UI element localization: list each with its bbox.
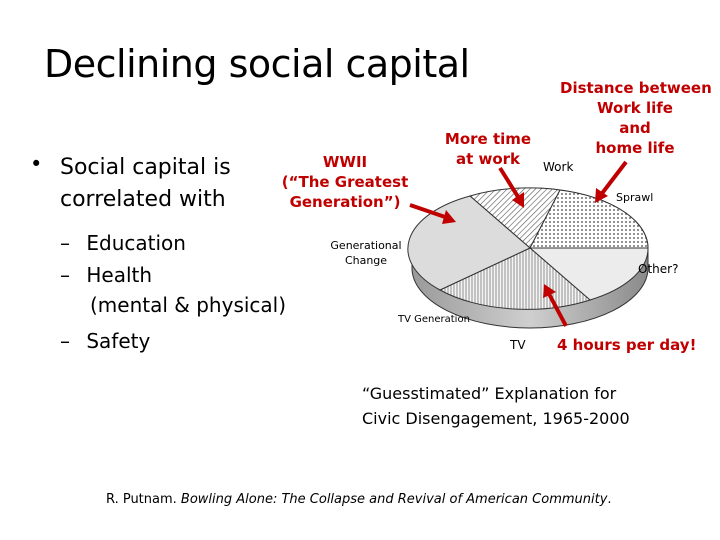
bullet-line-2: correlated with — [60, 187, 226, 212]
label-wwii-line3: Generation”) — [289, 193, 401, 211]
subitem-health-detail: (mental & physical) — [90, 293, 287, 317]
subitem-label: Education — [86, 231, 186, 255]
citation-book: Bowling Alone: The Collapse and Revival of American Community — [180, 492, 608, 507]
label-wwii — [270, 152, 420, 212]
dash: – — [60, 231, 70, 255]
citation-prefix: R. Putnam. — [106, 492, 181, 507]
label-distance-line3: and — [619, 119, 651, 137]
label-work: Work — [543, 160, 574, 174]
label-generational-line2: Change — [344, 254, 388, 267]
label-generational-line1: Generational — [330, 239, 402, 252]
label-distance-line2: Work life — [597, 99, 673, 117]
label-distance — [560, 78, 710, 158]
caption-line2: Civic Disengagement, 1965-2000 — [362, 409, 630, 428]
caption-line1: “Guesstimated” Explanation for — [362, 384, 617, 403]
citation — [106, 492, 612, 507]
label-more-time-line2: at work — [455, 150, 521, 168]
label-wwii-line1: WWII — [322, 153, 368, 171]
bullet-dot: • — [30, 152, 43, 176]
dash: – — [60, 263, 70, 287]
label-tv-generation: TV Generation — [398, 314, 470, 325]
label-distance-line4: home life — [595, 139, 675, 157]
label-more-time — [428, 129, 548, 169]
label-wwii-line2: (“The Greatest — [281, 173, 409, 191]
label-more-time-line1: More time — [444, 130, 532, 148]
bullet-line-1: Social capital is — [60, 155, 231, 180]
chart-caption — [362, 381, 630, 431]
dash: – — [60, 329, 70, 353]
label-sprawl: Sprawl — [616, 191, 654, 204]
label-other: Other? — [638, 262, 679, 276]
label-generational — [318, 238, 414, 268]
label-tv: TV — [510, 338, 526, 352]
slide-title: Declining social capital — [44, 42, 470, 86]
label-distance-line1: Distance between — [560, 79, 712, 97]
subitem-label: Safety — [86, 329, 151, 353]
subitem-label: Health — [86, 263, 153, 287]
label-four-hours: 4 hours per day! — [557, 336, 697, 354]
citation-suffix: . — [607, 492, 612, 507]
